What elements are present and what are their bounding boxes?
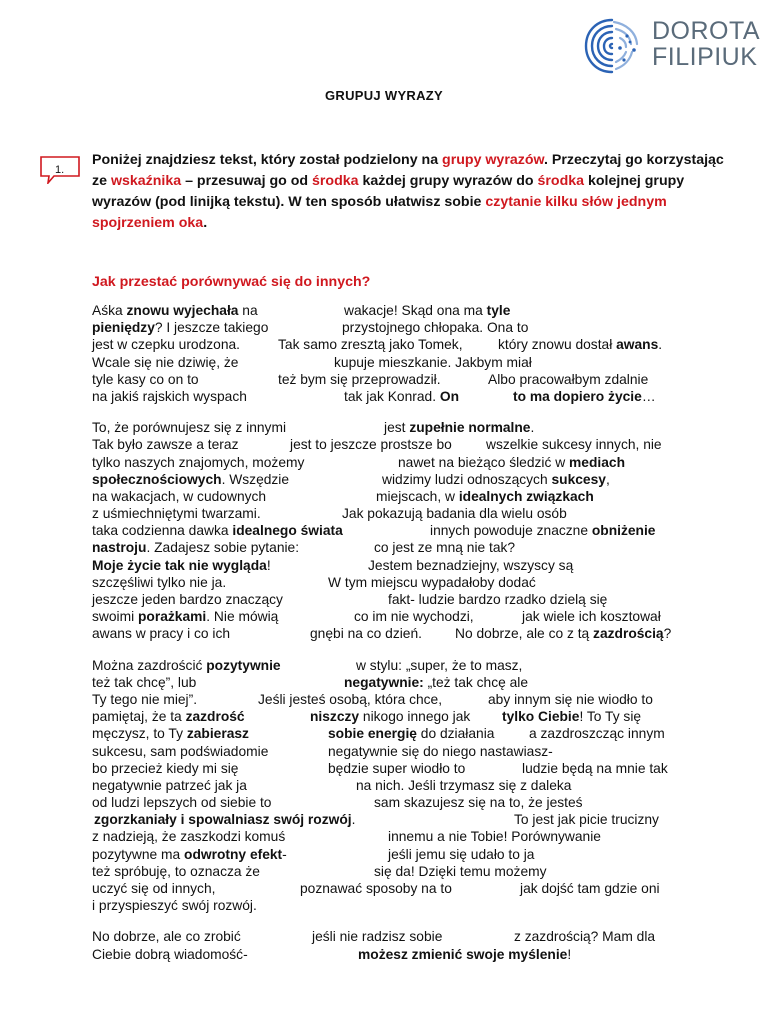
word-group: poznawać sposoby na to	[300, 881, 452, 896]
word-group: Jeśli jesteś osobą, która chce,	[258, 691, 443, 707]
word-group: jeśli nie radzisz sobie	[312, 929, 443, 945]
text-line	[92, 575, 692, 592]
word-group: tylko Ciebie! To Ty się	[502, 709, 642, 725]
text-line	[92, 303, 692, 320]
article-body	[92, 303, 692, 978]
word-group: tyle kasy co on to	[92, 371, 199, 387]
word-group: jeszcze jeden bardzo znaczący	[92, 592, 283, 607]
word-group: zgorzkaniały i spowalniasz swój rozwój.	[94, 812, 356, 828]
word-group: Można zazdrościć pozytywnie	[92, 657, 281, 673]
word-group: społecznościowych. Wszędzie	[92, 471, 290, 487]
text-line	[92, 320, 692, 337]
word-group: awans w pracy i co ich	[92, 626, 231, 642]
text-line	[92, 864, 692, 881]
word-group: od ludzi lepszych od siebie to	[92, 795, 272, 811]
brand-name-line1: DOROTA	[652, 17, 761, 45]
word-group: uczyć się od innych,	[92, 881, 216, 896]
text-line	[92, 744, 692, 761]
text-line	[92, 506, 692, 523]
word-group: gnębi na co dzień.	[310, 626, 422, 642]
text-line	[92, 372, 692, 389]
instruction-segment: . Przeczytaj go korzystając ze	[92, 152, 724, 189]
brand-name-line2: FILIPIUK	[652, 43, 758, 71]
highlight-text: środka	[312, 173, 359, 189]
exercise-number: 1.	[55, 164, 65, 176]
text-line	[92, 812, 692, 829]
text-line	[92, 626, 692, 643]
word-group: sobie energię do działania	[328, 726, 495, 742]
highlight-text: grupy wyrazów	[442, 152, 545, 168]
word-group: negatywnie: „też tak chcę ale	[344, 674, 529, 690]
paragraph	[92, 420, 692, 643]
word-group: No dobrze, ale co zrobić	[92, 929, 241, 945]
text-line	[92, 658, 692, 675]
highlight-text: czytanie kilku słów jednym spojrzeniem oka	[92, 194, 667, 231]
paragraph	[92, 929, 692, 963]
text-line	[92, 675, 692, 692]
word-group: sukcesu, sam podświadomie	[92, 743, 269, 759]
section-heading: Jak przestać porównywać się do innych?	[92, 274, 371, 290]
word-group: tylko naszych znajomych, możemy	[92, 454, 305, 470]
instruction-segment: .	[203, 215, 208, 231]
text-line	[92, 592, 692, 609]
word-group: Aśka znowu wyjechała na	[92, 303, 258, 318]
brand-name	[652, 18, 760, 70]
word-group: No dobrze, ale co z tą zazdrością?	[455, 626, 672, 642]
word-group: jak wiele ich kosztował	[522, 609, 661, 625]
paragraph	[92, 658, 692, 916]
word-group: na nich. Jeśli trzymasz się z daleka	[356, 777, 572, 793]
word-group: W tym miejscu wypadałoby dodać	[328, 574, 536, 590]
text-line	[92, 709, 692, 726]
word-group: z zazdrością? Mam dla	[514, 929, 656, 945]
word-group: To, że porównujesz się z innymi	[92, 420, 287, 436]
word-group: i przyspieszyć swój rozwój.	[92, 898, 257, 914]
text-line	[92, 558, 692, 575]
text-line	[92, 523, 692, 540]
word-group: co jest ze mną nie tak?	[374, 540, 516, 556]
word-group: który znowu dostał awans.	[498, 337, 663, 353]
word-group: co im nie wychodzi,	[354, 609, 474, 625]
word-group: możesz zmienić swoje myślenie!	[358, 946, 572, 962]
word-group: nastroju. Zadajesz sobie pytanie:	[92, 540, 300, 556]
text-line	[92, 795, 692, 812]
highlight-text: środka	[537, 173, 585, 189]
word-group: swoimi porażkami. Nie mówią	[92, 609, 279, 625]
text-line	[92, 847, 692, 864]
word-group: Ty tego nie miej”.	[92, 691, 198, 707]
word-group: z nadzieją, że zaszkodzi komuś	[92, 829, 286, 845]
text-line	[92, 947, 692, 964]
instruction-segment: każdej grupy wyrazów do	[358, 173, 538, 189]
word-group: innych powoduje znaczne obniżenie	[430, 523, 656, 539]
word-group: a zazdroszcząc innym	[529, 726, 665, 742]
word-group: taka codzienna dawka idealnego świata	[92, 523, 343, 539]
word-group: też spróbuję, to oznacza że	[92, 863, 260, 879]
word-group: jest zupełnie normalne.	[384, 420, 535, 436]
word-group: jeśli jemu się udało to ja	[388, 846, 535, 862]
word-group: na wakacjach, w cudownych	[92, 488, 267, 504]
text-line	[92, 355, 692, 372]
highlight-text: wskaźnika	[110, 173, 182, 189]
word-group: Jestem beznadziejny, wszyscy są	[368, 557, 574, 573]
text-line	[92, 389, 692, 406]
text-line	[92, 337, 692, 354]
word-group: Tak było zawsze a teraz	[92, 437, 239, 453]
instruction-segment: kolejnej grupy wyrazów (pod linijką tekstu). W ten sposób ułatwisz sobie	[92, 173, 685, 210]
word-group: szczęśliwi tylko nie ja.	[92, 574, 227, 590]
word-group: To jest jak picie trucizny	[514, 812, 659, 828]
text-line	[92, 726, 692, 743]
page-title: GRUPUJ WYRAZY	[324, 88, 444, 103]
text-line	[92, 692, 692, 709]
word-group: też tak chcę”, lub	[92, 674, 197, 690]
word-group: Jak pokazują badania dla wielu osób	[342, 506, 567, 522]
word-group: jest to jeszcze prostsze bo	[290, 437, 452, 453]
text-line	[92, 778, 692, 795]
instruction-segment: Poniżej znajdziesz tekst, który został podzielony na	[92, 152, 443, 168]
word-group: niszczy nikogo innego jak	[310, 709, 471, 725]
word-group: się da! Dzięki temu możemy	[374, 863, 547, 879]
word-group: pieniędzy? I jeszcze takiego	[92, 320, 269, 336]
text-line	[92, 472, 692, 489]
word-group: będzie super wiodło to	[328, 760, 466, 776]
text-line	[92, 881, 692, 898]
word-group: sam skazujesz się na to, że jesteś	[374, 795, 583, 811]
paragraph	[92, 303, 692, 406]
word-group: wszelkie sukcesy innych, nie	[486, 437, 662, 453]
brand-logo	[580, 14, 761, 78]
word-group: to ma dopiero życie…	[513, 388, 656, 404]
word-group: ludzie będą na mnie tak	[522, 760, 668, 776]
word-group: na jakiś rajskich wyspach	[92, 388, 247, 404]
word-group: w stylu: „super, że to masz,	[356, 657, 523, 673]
text-line	[92, 829, 692, 846]
word-group: nawet na bieżąco śledzić w mediach	[398, 454, 626, 470]
word-group: Albo pracowałbym zdalnie	[488, 371, 649, 387]
word-group: jak dojść tam gdzie oni	[520, 881, 660, 896]
word-group: miejscach, w idealnych związkach	[376, 488, 594, 504]
instruction-text	[92, 150, 732, 234]
text-line	[92, 929, 692, 946]
word-group: aby innym się nie wiodło to	[488, 691, 653, 707]
text-line	[92, 455, 692, 472]
word-group: tak jak Konrad. On	[344, 388, 460, 404]
text-line	[92, 898, 692, 915]
word-group: jest w czepku urodzona.	[92, 337, 241, 353]
word-group: Moje życie tak nie wygląda!	[92, 557, 271, 573]
instruction-segment: – przesuwaj go od	[181, 173, 313, 189]
word-group: fakt- ludzie bardzo rzadko dzielą się	[388, 592, 608, 607]
word-group: męczysz, to Ty zabierasz	[92, 726, 249, 742]
word-group: negatywnie patrzeć jak ja	[92, 777, 247, 793]
word-group: Tak samo zresztą jako Tomek,	[278, 337, 463, 353]
word-group: negatywnie się do niego nastawiasz-	[328, 743, 553, 759]
word-group: innemu a nie Tobie! Porównywanie	[388, 829, 601, 845]
word-group: Ciebie dobrą wiadomość-	[92, 946, 248, 962]
text-line	[92, 420, 692, 437]
word-group: też bym się przeprowadził.	[278, 371, 441, 387]
text-line	[92, 609, 692, 626]
word-group: widzimy ludzi odnoszących sukcesy,	[382, 471, 610, 487]
word-group: przystojnego chłopaka. Ona to	[342, 320, 529, 336]
word-group: kupuje mieszkanie. Jakbym miał	[334, 354, 532, 370]
word-group: Wcale się nie dziwię, że	[92, 354, 239, 370]
word-group: wakacje! Skąd ona ma tyle	[344, 303, 511, 318]
text-line	[92, 540, 692, 557]
word-group: z uśmiechniętymi twarzami.	[92, 506, 261, 522]
word-group: pozytywne ma odwrotny efekt-	[92, 846, 287, 862]
word-group: bo przecież kiedy mi się	[92, 760, 239, 776]
text-line	[92, 489, 692, 506]
text-line	[92, 437, 692, 454]
word-group: pamiętaj, że ta zazdrość	[92, 709, 245, 725]
fingerprint-brain-icon	[580, 14, 644, 78]
text-line	[92, 761, 692, 778]
